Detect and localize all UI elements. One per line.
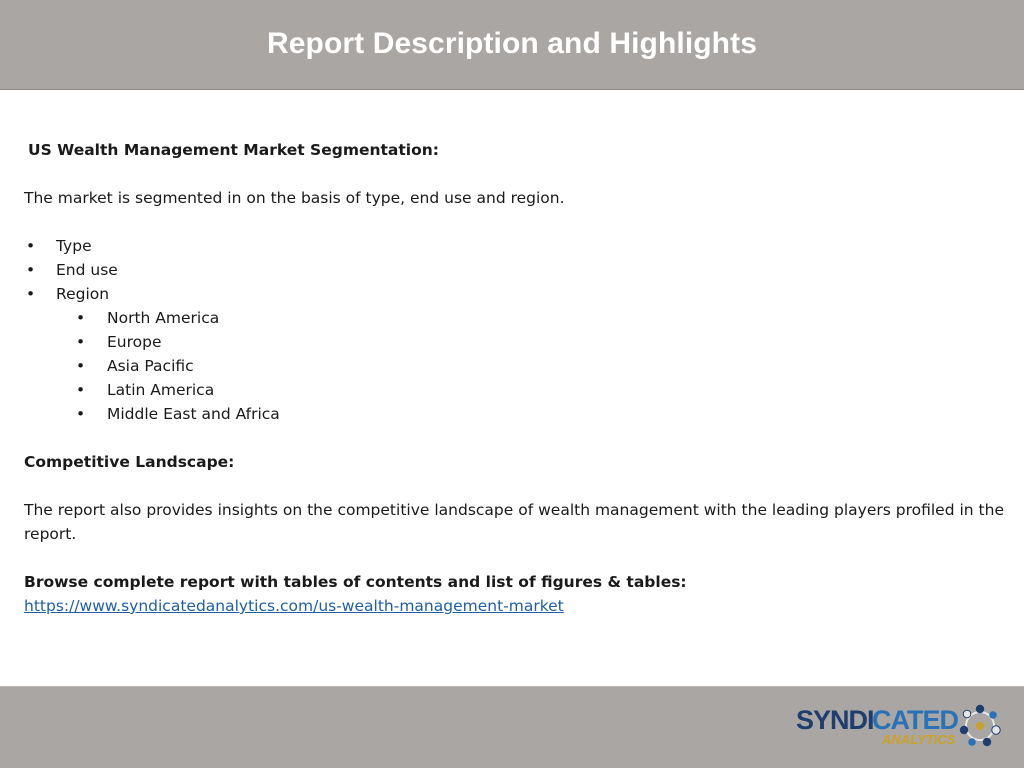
page-title: Report Description and Highlights: [267, 27, 757, 60]
list-item: [24, 330, 1004, 354]
bullet-icon: •: [76, 357, 86, 375]
list-item-label: North America: [107, 309, 220, 327]
syndicated-analytics-logo: [796, 703, 1006, 749]
list-item: [24, 282, 1004, 306]
bullet-icon: •: [26, 285, 36, 303]
logo-wordmark-line2: ANALYTICS: [882, 732, 956, 747]
list-item: [24, 402, 1004, 426]
list-item: [24, 306, 1004, 330]
bullet-icon: •: [76, 381, 86, 399]
list-item-label: Region: [56, 285, 110, 303]
content-area: [24, 138, 1004, 618]
report-link[interactable]: https://www.syndicatedanalytics.com/us-wealth-management-market: [24, 597, 564, 615]
bullet-icon: •: [76, 309, 86, 327]
list-item-label: End use: [56, 261, 118, 279]
bullet-icon: •: [26, 261, 36, 279]
bullet-icon: •: [26, 237, 36, 255]
logo-ring-icon: [960, 705, 1000, 746]
logo-wordmark-part1: SYNDI: [796, 705, 874, 735]
segmentation-heading: US Wealth Management Market Segmentation:: [28, 141, 439, 159]
competitive-body: The report also provides insights on the competitive landscape of wealth management with the leading players profiled in the report.: [24, 501, 1004, 543]
list-item-label: Middle East and Africa: [107, 405, 280, 423]
list-item: [24, 258, 1004, 282]
list-item-label: Latin America: [107, 381, 215, 399]
list-item: [24, 354, 1004, 378]
bullet-icon: •: [76, 405, 86, 423]
list-item: [24, 378, 1004, 402]
segmentation-intro: The market is segmented in on the basis of type, end use and region.: [24, 189, 565, 207]
header-band: [0, 0, 1024, 90]
region-list: [24, 306, 1004, 426]
logo-wordmark-part2: CATED: [872, 705, 958, 735]
list-item-label: Type: [56, 237, 92, 255]
bullet-icon: •: [76, 333, 86, 351]
competitive-heading: Competitive Landscape:: [24, 453, 235, 471]
list-item: [24, 234, 1004, 258]
segment-list: [24, 234, 1004, 306]
footer-band: [0, 686, 1024, 768]
list-item-label: Asia Pacific: [107, 357, 194, 375]
list-item-label: Europe: [107, 333, 162, 351]
browse-label: Browse complete report with tables of contents and list of figures & tables:: [24, 573, 687, 591]
